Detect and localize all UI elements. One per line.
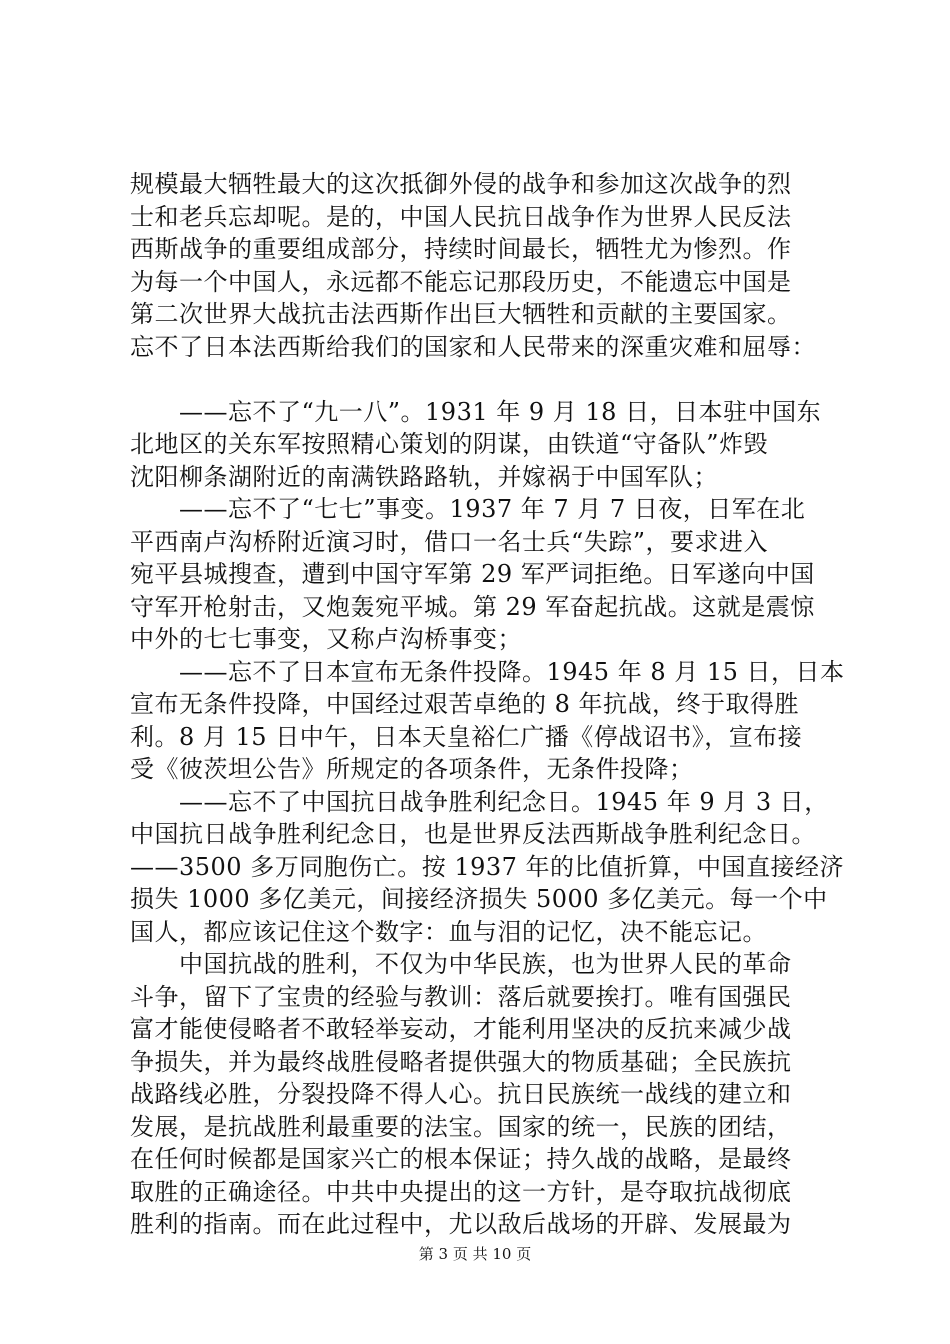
text-line: 国人，都应该记住这个数字：血与泪的记忆，决不能忘记。 [130, 917, 767, 946]
text-line: 为每一个中国人，永远都不能忘记那段历史，不能遗忘中国是 [130, 267, 792, 296]
text-line: 受《彼茨坦公告》所规定的各项条件，无条件投降； [130, 755, 694, 783]
text-line: 在任何时候都是国家兴亡的根本保证；持久战的战略，是最终 [130, 1145, 792, 1173]
text-line: 争损失，并为最终战胜侵略者提供强大的物质基础；全民族抗 [130, 1047, 792, 1076]
text-line: 宛平县城搜查，遭到中国守军第 29 军严词拒绝。日军遂向中国 [130, 560, 815, 588]
text-line: ——忘不了日本宣布无条件投降。1945 年 8 月 15 日，日本 [130, 657, 845, 686]
text-line: ——忘不了“七七”事变。1937 年 7 月 7 日夜，日军在北 [130, 495, 806, 523]
text-line: 取胜的正确途径。中共中央提出的这一方针，是夺取抗战彻底 [130, 1177, 792, 1206]
page-footer [0, 1244, 950, 1264]
text-line: 中国抗战的胜利，不仅为中华民族，也为世界人民的革命 [130, 950, 792, 978]
text-line: ——忘不了中国抗日战争胜利纪念日。1945 年 9 月 3 日， [130, 787, 829, 816]
text-line: 胜利的指南。而在此过程中，尤以敌后战场的开辟、发展最为 [130, 1210, 792, 1238]
text-line: 损失 1000 多亿美元，间接经济损失 5000 多亿美元。每一个中 [130, 885, 828, 913]
text-line: 北地区的关东军按照精心策划的阴谋，由铁道“守备队”炸毁 [130, 430, 769, 458]
text-line: 沈阳柳条湖附近的南满铁路路轨，并嫁祸于中国军队； [130, 462, 718, 491]
text-line: 战路线必胜，分裂投降不得人心。抗日民族统一战线的建立和 [130, 1080, 792, 1108]
text-line: 士和老兵忘却呢。是的，中国人民抗日战争作为世界人民反法 [130, 202, 792, 231]
text-line: 发展，是抗战胜利最重要的法宝。国家的统一，民族的团结， [130, 1112, 792, 1141]
text-line: 忘不了日本法西斯给我们的国家和人民带来的深重灾难和屈辱： [130, 332, 816, 361]
text-line: 西斯战争的重要组成部分，持续时间最长，牺牲尤为惨烈。作 [130, 235, 792, 263]
text-line: 守军开枪射击，又炮轰宛平城。第 29 军奋起抗战。这就是震惊 [130, 592, 815, 621]
text-line: ——3500 多万同胞伤亡。按 1937 年的比值折算，中国直接经济 [130, 852, 845, 881]
text-line: 中外的七七事变，又称卢沟桥事变； [130, 625, 522, 653]
text-line: 利。8 月 15 日中午，日本天皇裕仁广播《停战诏书》，宣布接 [130, 722, 803, 751]
text-line: 宣布无条件投降，中国经过艰苦卓绝的 8 年抗战，终于取得胜 [130, 690, 800, 718]
text-line: 第二次世界大战抗击法西斯作出巨大牺牲和贡献的主要国家。 [130, 300, 792, 328]
page-number-label: 第 3 页 共 10 页 [418, 1245, 532, 1263]
text-line: ——忘不了“九一八”。1931 年 9 月 18 日，日本驻中国东 [130, 397, 822, 426]
text-line: 斗争，留下了宝贵的经验与教训：落后就要挨打。唯有国强民 [130, 982, 792, 1011]
paragraph-gap [130, 363, 830, 396]
text-line: 平西南卢沟桥附近演习时，借口一名士兵“失踪”，要求进入 [130, 527, 769, 556]
text-line: 规模最大牺牲最大的这次抵御外侵的战争和参加这次战争的烈 [130, 170, 792, 198]
text-line: 中国抗日战争胜利纪念日，也是世界反法西斯战争胜利纪念日。 [130, 820, 816, 848]
document-body [130, 168, 845, 1241]
text-line: 富才能使侵略者不敢轻举妄动，才能利用坚决的反抗来减少战 [130, 1015, 792, 1043]
